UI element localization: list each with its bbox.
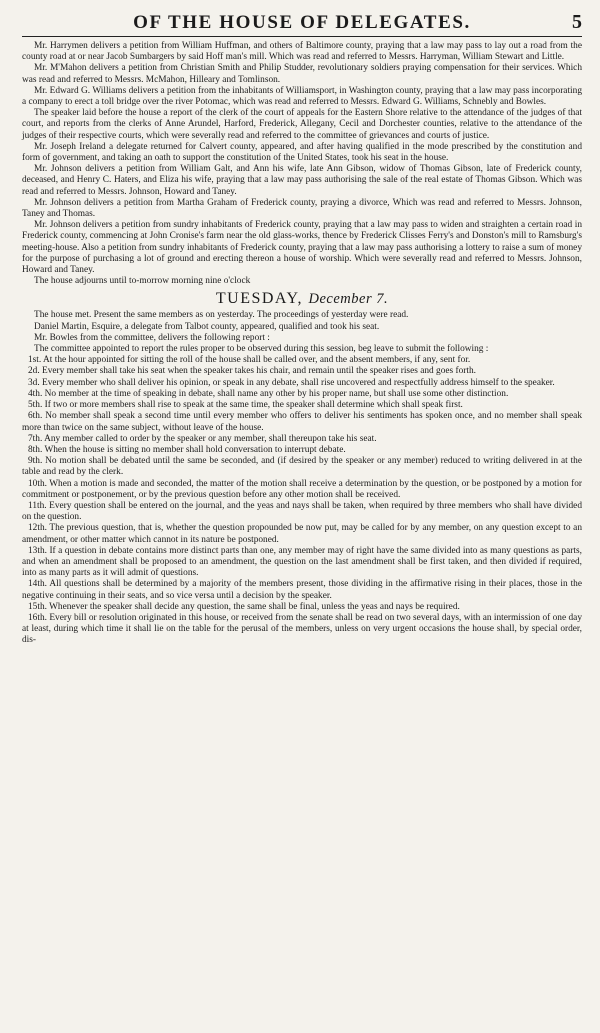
journal-body [22,41,582,647]
rule-8: 8th. When the house is sitting no member shall hold conversation to interrupt debate. [28,444,346,455]
petition-harryman: Mr. Harrymen delivers a petition from William Huffman, and others of Baltimore county, praying that a law may pass to lay out a road from the county road at or near Jacob Sumbargers by said Hoff man's mill. Which was read and referred to Messrs. Harryman, William Stewart and Little. [22,41,582,63]
rule-11: 11th. Every question shall be entered on the journal, and the yeas and nays shall be taken, when required by three members who shall have divided on the question. [22,500,582,523]
committee-intro: The committee appointed to report the rules proper to be observed during this session, beg leave to submit the following : [34,344,489,355]
rule-3: 3d. Every member who shall deliver his opinion, or speak in any debate, shall rise uncovered and respectfully address himself to the speaker. [28,377,555,388]
day-heading [22,289,582,309]
rule-5: 5th. If two or more members shall rise to speak at the same time, the speaker shall determine which shall speak first. [28,400,463,411]
rule-14: 14th. All questions shall be determined by a majority of the members present, those dividing in the affirmative rising in their places, those in the negative continuing in their seats, and so vice versa until a decision by the speaker. [22,579,582,601]
rule-6: 6th. No member shall speak a second time until every member who offers to deliver his sentiments has spoken once, and no member shall speak more than twice on the same subject, without leave of the house. [22,411,582,433]
ireland-seated: Mr. Joseph Ireland a delegate returned for Calvert county, appeared, and after having qualified in the mode prescribed by the constitution and form of government, and taking an oath to support the constitution of the United States, took his seat in the house. [22,141,582,164]
speaker-report: The speaker laid before the house a report of the clerk of the court of appeals for the Eastern Shore relative to the attendance of the judges of that court, and reports from the clerks of Anne Arundel, Harford, Frederick, Allegany, Cecil and Dorchester counties, relative to the attendance of the judges of their respective courts, which were severally read and referred to the committee of grievances and courts of justice. [22,108,582,141]
petition-galt: Mr. Johnson delivers a petition from William Galt, and Ann his wife, late Ann Gibson, widow of Thomas Gibson, late of Frederick county, deceased, and Henry C. Haters, and Eliza his wife, praying that a law may pass authorising the sale of the real estate of Thomas Gibson. Which was read and referred to Messrs. Johnson, Howard and Taney. [22,164,582,197]
petition-williams: Mr. Edward G. Williams delivers a petition from the inhabitants of Williamsport, in Washington county, praying that a law may pass incorporating a company to erect a toll bridge over the river Potomac, which was read and referred to Messrs. Edward G. Williams, Schnebly and Bowles. [22,85,582,108]
martin-seated: Daniel Martin, Esquire, a delegate from Talbot county, appeared, qualified and took his seat. [34,321,380,332]
petition-mmahon: Mr. M'Mahon delivers a petition from Christian Smith and Philip Studder, revolutionary soldiers praying compensation for their services. Which was read and referred to Messrs. McMahon, Hilleary and Tomlinson. [22,63,582,85]
rule-13: 13th. If a question in debate contains more distinct parts than one, any member may of right have the same divided into as many questions as parts, and when an amendment shall be proposed to an amendment, the question on the last amendment shall be first taken, and then divided if required, into as many parts as it will admit of questions. [22,545,582,579]
rule-7: 7th. Any member called to order by the speaker or any member, shall thereupon take his seat. [28,433,377,444]
rule-12: 12th. The previous question, that is, whether the question propounded be now put, may be called for by any member, on any question except to an amendment, or other matter which cannot in its nature be postponed. [22,523,582,545]
adjournment: The house adjourns until to-morrow morning nine o'clock [34,276,251,287]
page-header [22,10,582,37]
day-heading-date: December 7. [308,291,389,308]
petition-graham: Mr. Johnson delivers a petition from Martha Graham of Frederick county, praying a divorce, Which was read and referred to Messrs. Johnson, Taney and Thomas. [22,197,582,220]
running-head: OF THE HOUSE OF DELEGATES. [133,12,471,33]
rule-15: 15th. Whenever the speaker shall decide any question, the same shall be final, unless the yeas and nays be required. [28,601,460,612]
house-met: The house met. Present the same members as on yesterday. The proceedings of yesterday were read. [34,310,409,321]
page-number: 5 [572,11,582,33]
rule-1: 1st. At the hour appointed for sitting the roll of the house shall be called over, and the absent members, if any, sent for. [28,355,471,366]
day-heading-weekday: TUESDAY, [215,290,304,308]
rule-16: 16th. Every bill or resolution originated in this house, or received from the senate shall be read on two several days, with an intermission of one day at least, during which time it shall lie on the table for the perusal of the members, unless on very urgent occasions the house shall, by special order, dis- [22,612,582,646]
petition-road-lottery: Mr. Johnson delivers a petition from sundry inhabitants of Frederick county, praying that a law may pass to widen and straighten a certain road in Frederick county, commencing at John Cronise's farm near the old glass-works, thence by Frederick Clisses Ferry's and Donston's mill to Ramsburg's meeting-house. Also a petition from sundry inhabitants of Frederick county, praying that a law may pass authorising a lottery to raise a sum of money for the purpose of purchasing a lot of ground and erecting thereon a house of worship. Which were severally read and referred to Messrs. Johnson, Howard and Taney. [22,220,582,276]
rule-4: 4th. No member at the time of speaking in debate, shall name any other by his proper name, but shall use some other distinction. [28,388,509,399]
rule-9: 9th. No motion shall be debated until the same be seconded, and (if desired by the speaker or any member) reduced to writing delivered in at the table and read by the clerk. [22,456,582,478]
bowles-report: Mr. Bowles from the committee, delivers the following report : [34,332,270,343]
rule-10: 10th. When a motion is made and seconded, the matter of the motion shall receive a determination by the question, or be postponed by a motion for commitment or postponement, or by the previous question before any other motion shall be received. [22,478,582,500]
rule-2: 2d. Every member shall take his seat when the speaker takes his chair, and remain until the speaker rises and goes forth. [28,366,476,377]
